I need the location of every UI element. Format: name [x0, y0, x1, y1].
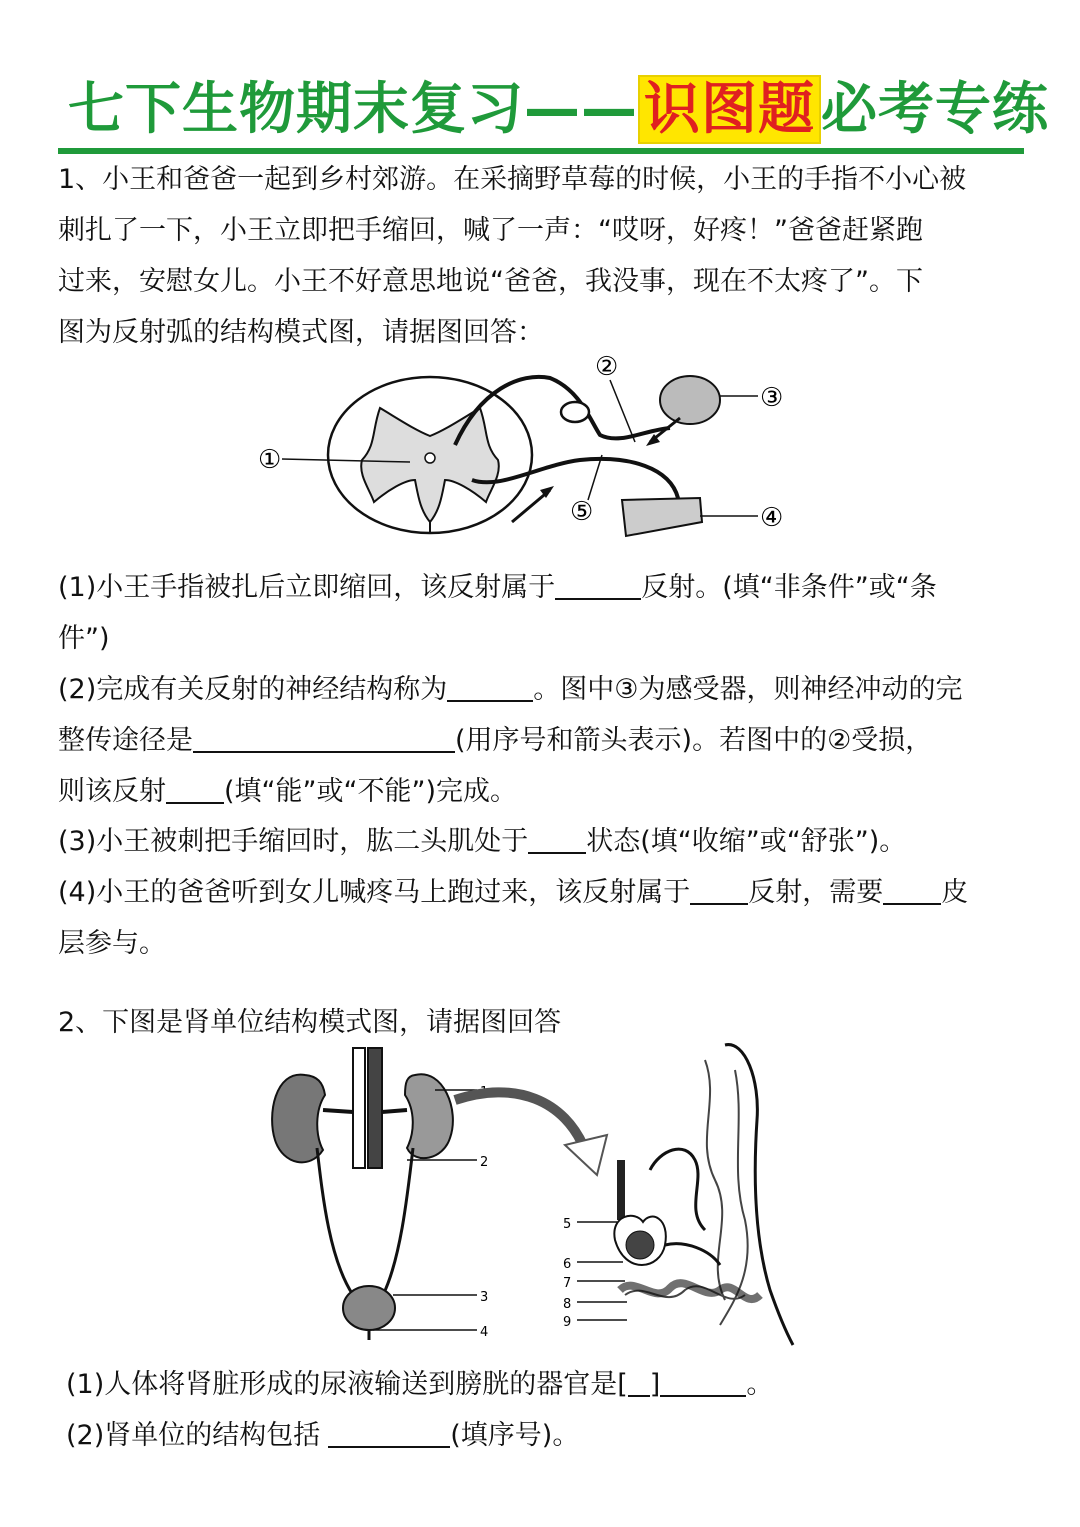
reflex-arc-diagram: [250, 350, 810, 565]
leader-5: [588, 455, 602, 500]
answer-blank[interactable]: [883, 873, 941, 905]
label-5: ⑤: [570, 497, 594, 527]
answer-blank[interactable]: [328, 1416, 450, 1448]
title-highlight: 识图题: [638, 75, 821, 144]
page-title: [68, 70, 1049, 150]
label-n6: 6: [563, 1257, 572, 1272]
answer-bracket-blank[interactable]: [628, 1365, 650, 1397]
answer-blank[interactable]: [166, 772, 224, 804]
answer-blank[interactable]: [447, 670, 533, 702]
answer-blank[interactable]: [193, 721, 455, 753]
title-part2: 必考专练: [821, 77, 1049, 142]
label-n7: 7: [563, 1276, 572, 1291]
answer-blank[interactable]: [555, 568, 641, 600]
q2-sub1: (1)人体将肾脏形成的尿液输送到膀胱的器官是[ ] 。: [66, 1359, 1036, 1410]
q1-stem-line: 1、小王和爸爸一起到乡村郊游。在采摘野草莓的时候，小王的手指不小心被: [58, 164, 967, 195]
q2-sub2: (2)肾单位的结构包括 (填序号)。: [66, 1410, 1036, 1461]
label-k2: 2: [480, 1155, 489, 1170]
vena-cava: [368, 1048, 382, 1168]
q1-stem-line: 图为反射弧的结构模式图，请据图回答：: [58, 317, 544, 348]
q1-sub1: (1)小王手指被扎后立即缩回，该反射属于 反射。(填“非条件”或“条 件”): [58, 562, 1028, 664]
label-n8: 8: [563, 1297, 572, 1312]
ureter-left: [317, 1148, 353, 1295]
q1-sub4: (4)小王的爸爸听到女儿喊疼马上跑过来，该反射属于 反射，需要 皮 层参与。: [58, 867, 1028, 969]
label-n9: 9: [563, 1315, 572, 1330]
q2-stem: 2、下图是肾单位结构模式图，请据图回答: [58, 1007, 562, 1038]
label-4: ④: [760, 503, 784, 533]
zoom-arrow: [455, 1092, 585, 1150]
afferent-arteriole: [617, 1160, 625, 1220]
answer-blank[interactable]: [528, 822, 586, 854]
ureter-right: [383, 1148, 413, 1295]
label-2: ②: [595, 352, 619, 382]
title-part1: 七下生物期末复习——: [68, 77, 638, 142]
label-k4: 4: [480, 1325, 489, 1340]
capillary-network: [620, 1283, 760, 1299]
q1-sub3: (3)小王被刺把手缩回时，肱二头肌处于 状态(填“收缩”或“舒张”)。: [58, 816, 1028, 867]
leader-2: [610, 380, 635, 442]
glomerulus: [626, 1231, 654, 1259]
answer-blank[interactable]: [690, 873, 748, 905]
q1-sub2: (2)完成有关反射的神经结构称为 。图中③为感受器，则神经冲动的完 整传途径是 (用序号和箭头表示)。若图中的②受损， 则该反射 (填“能”或“不能”)完成。: [58, 664, 1028, 817]
zoom-arrow-head: [565, 1135, 607, 1175]
central-canal: [425, 453, 435, 463]
label-3: ③: [760, 383, 784, 413]
label-k3: 3: [480, 1290, 489, 1305]
nephron-diagram: [265, 1040, 815, 1355]
ganglion: [561, 402, 589, 422]
receptor-skin: [660, 376, 720, 424]
effector-muscle: [622, 498, 702, 536]
kidney-right: [405, 1074, 453, 1158]
q1-stem-line: 过来，安慰女儿。小王不好意思地说“爸爸，我没事，现在不太疼了”。下: [58, 266, 923, 297]
label-1: ①: [258, 445, 282, 475]
q1-stem-line: 刺扎了一下，小王立即把手缩回，喊了一声：“哎呀，好疼！”爸爸赶紧跑: [58, 215, 923, 246]
aorta: [353, 1048, 365, 1168]
bladder: [343, 1286, 395, 1330]
answer-blank[interactable]: [660, 1365, 746, 1397]
label-n5: 5: [563, 1217, 572, 1232]
label-k1: 1: [480, 1085, 489, 1100]
q1-stem: [58, 154, 1028, 358]
